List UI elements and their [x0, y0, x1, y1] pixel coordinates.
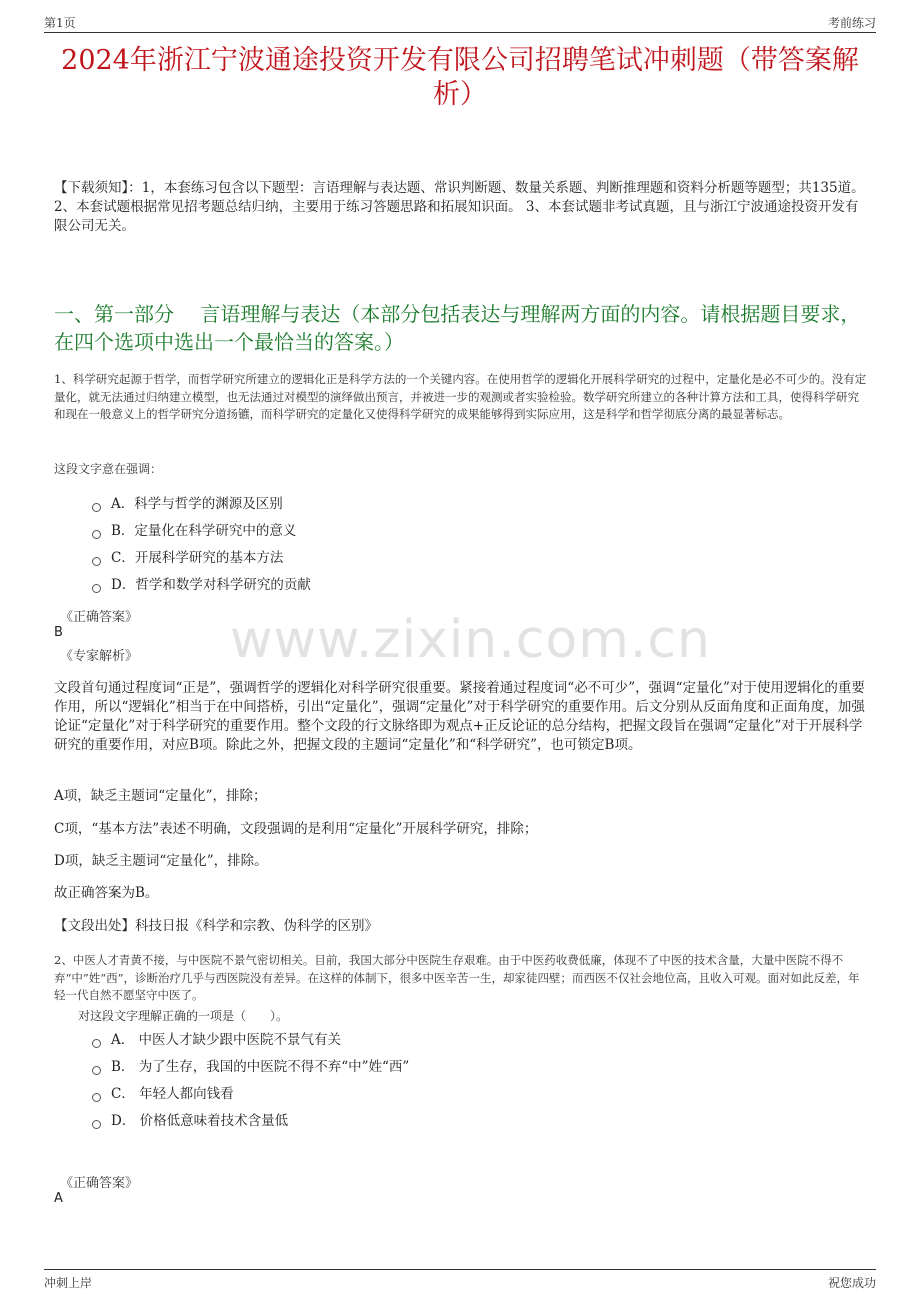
option-c[interactable]: C． 年轻人都向钱看	[92, 1081, 409, 1108]
radio-icon[interactable]	[92, 584, 101, 593]
analysis-option-d: D项，缺乏主题词“定量化”，排除。	[54, 853, 268, 869]
radio-icon[interactable]	[92, 1093, 101, 1102]
option-c[interactable]: C．开展科学研究的基本方法	[92, 545, 311, 572]
page-footer	[44, 1269, 876, 1290]
option-a[interactable]: A． 中医人才缺少跟中医院不景气有关	[92, 1027, 409, 1054]
question-1-prompt: 这段文字意在强调：	[54, 462, 163, 476]
document-title: 2024年浙江宁波通途投资开发有限公司招聘笔试冲刺题（带答案解析）	[61, 45, 859, 110]
radio-icon[interactable]	[92, 503, 101, 512]
download-notice: 【下载须知】：1，本套练习包含以下题型：言语理解与表达题、常识判断题、数量关系题、判断推理题和资料分析题等题型；共135道。 2、本套试题根据常见招考题总结归纳，主要用于练习答题思路和拓展知识面。 3、本套试题非考试真题，且与浙江宁波通途投资开发有限公司无关。	[54, 180, 865, 234]
question-1-text: 1、科学研究起源于哲学，而哲学研究所建立的逻辑化正是科学方法的一个关键内容。在使用哲学的逻辑化开展科学研究的过程中，定量化是必不可少的。没有定量化，就无法通过归纳建立模型，也无法通过对模型的演绎做出预言，并被进一步的观测或者实验检验。数学研究所建立的各种计算方法和工具，使得科学研究和现在一般意义上的哲学研究分道扬镳，而科学研究的定量化又使得科学研究的成果能够得到实际应用，这是科学和哲学彻底分离的最显著标志。	[54, 372, 867, 421]
analysis-conclusion: 故正确答案为B。	[54, 885, 159, 901]
header-tag: 考前练习	[827, 16, 876, 30]
watermark: www.zixin.com.cn	[230, 610, 711, 670]
section-title: 一、第一部分 言语理解与表达（本部分包括表达与理解两方面的内容。请根据题目要求，在四个选项中选出一个最恰当的答案。）	[54, 302, 861, 354]
footer-left: 冲刺上岸	[44, 1276, 93, 1290]
option-d[interactable]: D．哲学和数学对科学研究的贡献	[92, 572, 311, 599]
answer-label: 《正确答案》	[60, 1176, 139, 1191]
question-2-options	[92, 1027, 409, 1135]
analysis-source: 【文段出处】科技日报《科学和宗教、伪科学的区别》	[54, 918, 378, 934]
analysis-option-a: A项，缺乏主题词“定量化”，排除；	[54, 788, 267, 804]
radio-icon[interactable]	[92, 1039, 101, 1048]
page-header	[44, 12, 876, 33]
option-d[interactable]: D． 价格低意味着技术含量低	[92, 1108, 409, 1135]
answer-value: A	[54, 1191, 63, 1206]
radio-icon[interactable]	[92, 1120, 101, 1129]
question-1-options	[92, 491, 311, 599]
radio-icon[interactable]	[92, 1066, 101, 1075]
option-a[interactable]: A．科学与哲学的渊源及区别	[92, 491, 311, 518]
option-b[interactable]: B．定量化在科学研究中的意义	[92, 518, 311, 545]
page-number: 第1页	[44, 16, 76, 30]
analysis-label: 《专家解析》	[60, 649, 139, 664]
question-2-text: 2、中医人才青黄不接，与中医院不景气密切相关。目前，我国大部分中医院生存艰难。由于中医药收费低廉，体现不了中医的技术含量，大量中医院不得不弃“中”姓“西”，诊断治疗几乎与西医院没有差异。在这样的体制下，很多中医辛苦一生，却家徒四壁；而西医不仅社会地位高，且收入可观。面对如此反差，年轻一代自然不愿坚守中医了。	[54, 953, 860, 1002]
question-2-prompt: 对这段文字理解正确的一项是（ ）。	[78, 1009, 289, 1023]
radio-icon[interactable]	[92, 530, 101, 539]
answer-label: 《正确答案》	[60, 610, 139, 625]
radio-icon[interactable]	[92, 557, 101, 566]
footer-right: 祝您成功	[827, 1276, 876, 1290]
answer-value: B	[54, 625, 63, 640]
analysis-option-c: C项，“基本方法”表述不明确，文段强调的是利用“定量化”开展科学研究，排除；	[54, 821, 538, 837]
option-b[interactable]: B． 为了生存，我国的中医院不得不弃“中”姓“西”	[92, 1054, 409, 1081]
analysis-paragraph: 文段首句通过程度词“正是”，强调哲学的逻辑化对科学研究很重要。紧接着通过程度词“必不可少”，强调“定量化”对于使用逻辑化的重要作用，所以“逻辑化”相当于在中间搭桥，引出“定量化”，强调“定量化”对于科学研究的重要作用。后文分别从反面角度和正面角度，加强论证“定量化”对于科学研究的重要作用。整个文段的行文脉络即为观点+正反论证的总分结构，把握文段旨在强调“定量化”对于开展科学研究的重要作用，对应B项。除此之外，把握文段的主题词“定量化”和“科学研究”，也可锁定B项。	[54, 680, 865, 753]
